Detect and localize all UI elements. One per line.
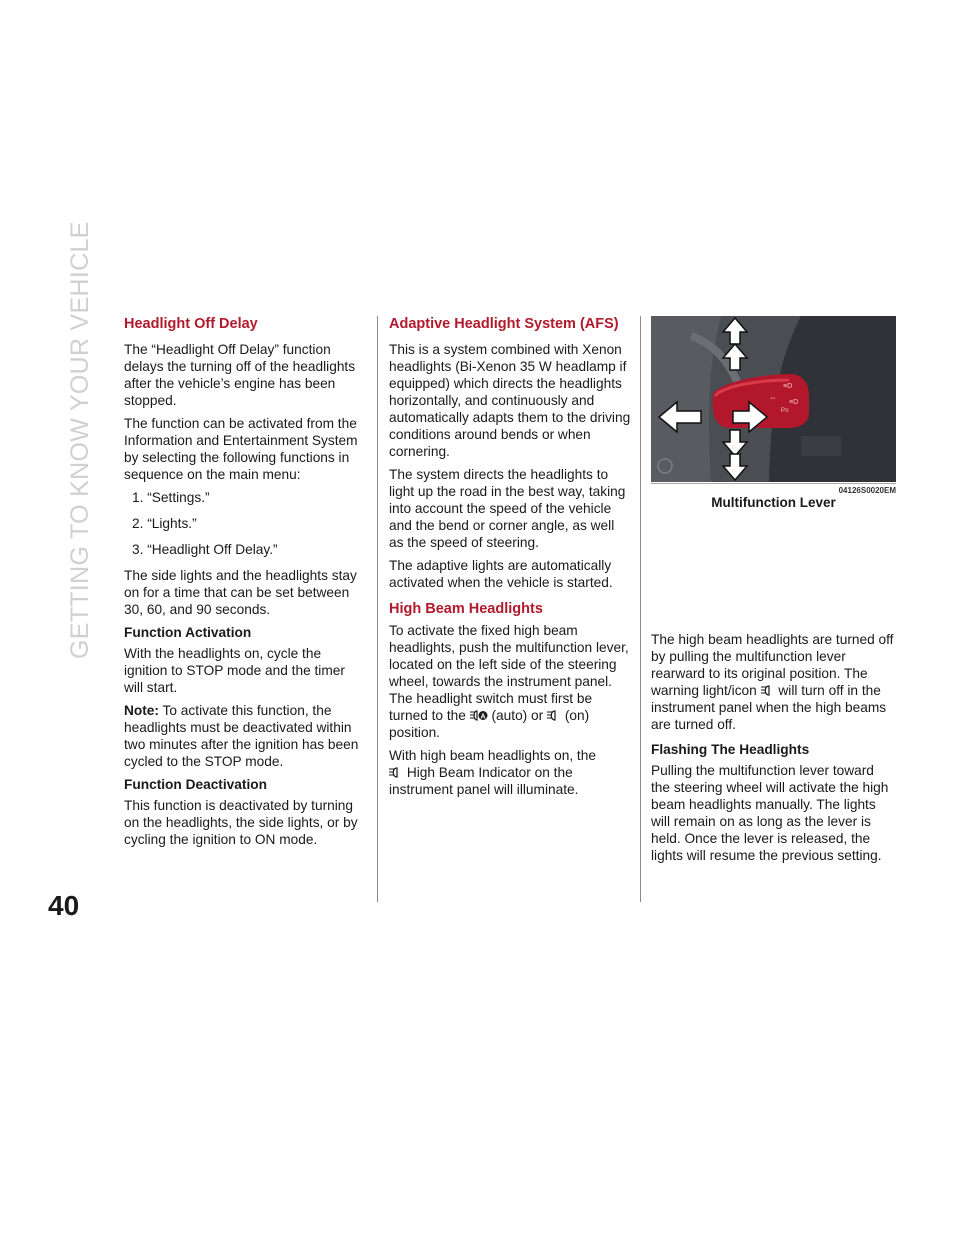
paragraph: This function is deactivated by turning on the headlights, the side lights, or by cycling the ignition to ON mode.: [124, 798, 358, 847]
section-title-text: GETTING TO KNOW YOUR VEHICLE: [66, 221, 94, 659]
heading-headlight-off-delay: Headlight Off Delay: [124, 316, 258, 332]
column-3: [651, 631, 896, 870]
auto-headlight-icon: [470, 710, 488, 721]
text-span: The high beam headlights are turned off by pulling the multifunction lever rearward to its original position. The warning light/icon: [651, 632, 894, 698]
figure-caption: Multifunction Lever: [711, 495, 836, 510]
note-text: To activate this function, the headlights must be deactivated within two minutes after the ignition has been cycled to the STOP mode.: [124, 703, 359, 769]
text-span: To activate the fixed high beam headlights, push the multifunction lever, located on the left side of the steering wheel, towards the instrument panel. The headlight switch must first be turned to the: [389, 623, 629, 723]
paragraph-high-beam-indicator: [389, 747, 631, 798]
high-beam-icon: [547, 710, 561, 721]
heading-flashing-headlights: Flashing The Headlights: [651, 742, 810, 757]
list-item: 2. “Lights.”: [132, 516, 197, 531]
svg-text:≡D: ≡D: [783, 383, 793, 390]
heading-function-activation: Function Activation: [124, 625, 252, 640]
svg-text:A: A: [480, 713, 486, 721]
text-span: With high beam headlights on, the: [389, 748, 596, 763]
column-divider: [640, 316, 641, 902]
paragraph: The adaptive lights are automatically activated when the vehicle is started.: [389, 558, 613, 590]
high-beam-icon: [389, 767, 403, 778]
text-span: will turn off in the instrument panel when the high beams are turned off.: [651, 683, 887, 732]
heading-high-beam: High Beam Headlights: [389, 601, 543, 617]
text-span: (on) position.: [389, 708, 590, 740]
paragraph: Pulling the multifunction lever toward the steering wheel will activate the high beam headlights manually. The lights will remain on as long as the lever is held. Once the lever is released, the lights will resume the previous setting.: [651, 763, 889, 863]
paragraph: This is a system combined with Xenon headlights (Bi-Xenon 35 W headlamp if equipped) which directs the headlights horizontally, and continuously and automatically adapts them to the driving conditions around bends or when cornering.: [389, 342, 631, 459]
paragraph: The side lights and the headlights stay on for a time that can be set between 30, 60, and 90 seconds.: [124, 568, 357, 617]
note: [124, 702, 362, 770]
paragraph: The “Headlight Off Delay” function delays the turning off of the headlights after the vehicle’s engine has been stopped.: [124, 342, 356, 408]
paragraph-high-beam-activate: [389, 622, 631, 741]
multifunction-lever-illustration: [651, 316, 896, 482]
paragraph: With the headlights on, cycle the ignition to STOP mode and the timer will start.: [124, 646, 345, 695]
note-label: Note:: [124, 703, 159, 718]
paragraph: The system directs the headlights to light up the road in the best way, taking into account the speed of the vehicle and the bend or corner angle, as well as the speed of steering.: [389, 467, 626, 550]
paragraph-high-beam-off: [651, 631, 896, 733]
svg-text:P≡: P≡: [781, 408, 789, 414]
column-divider: [377, 316, 378, 902]
figure-divider: [651, 483, 896, 484]
multifunction-lever-figure: [651, 316, 896, 482]
column-2: [389, 316, 631, 804]
text-span: (auto) or: [491, 708, 544, 723]
paragraph: The function can be activated from the Information and Entertainment System by selecting the following functions in sequence on the main menu:: [124, 416, 358, 482]
heading-function-deactivation: Function Deactivation: [124, 777, 267, 792]
figure-id: 04126S0020EM: [838, 486, 896, 495]
list-item: 1. “Settings.”: [132, 490, 210, 505]
section-side-title: [48, 221, 108, 659]
text-span: High Beam Indicator on the instrument panel will illuminate.: [389, 765, 579, 797]
page-number: 40: [48, 890, 80, 921]
svg-text:⇔: ⇔: [769, 393, 777, 402]
column-1: [124, 316, 362, 854]
high-beam-icon: [761, 685, 775, 696]
svg-text:≡D: ≡D: [789, 399, 799, 406]
heading-afs: Adaptive Headlight System (AFS): [389, 316, 619, 332]
list-item: 3. “Headlight Off Delay.”: [132, 542, 278, 557]
